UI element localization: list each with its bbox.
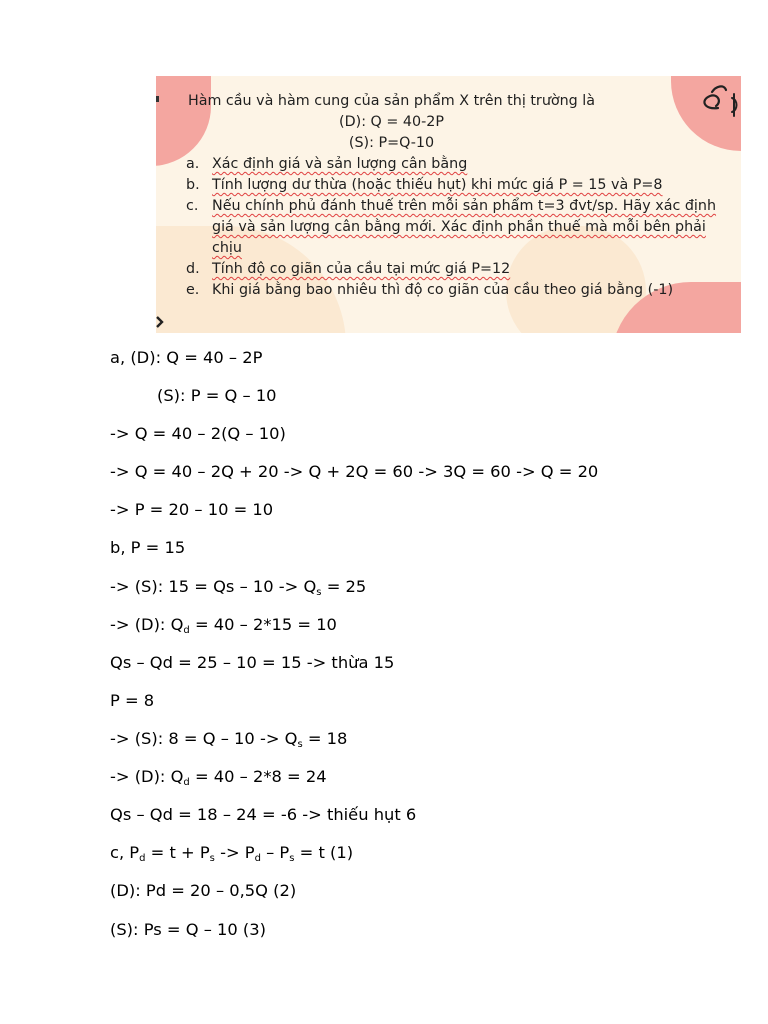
subscript: d [139, 853, 146, 864]
question-text: Nếu chính phủ đánh thuế trên mỗi sản phẩm t=3 đvt/sp. Hãy xác định giá và sản lượng cân bằng mới. Xác định phần thuế mà mỗi bên phải chịu [212, 198, 717, 256]
question-marker: c. [186, 198, 199, 214]
question-text: Xác định giá và sản lượng cân bằng [212, 156, 468, 172]
question-item [156, 196, 741, 259]
solution-line: -> Q = 40 – 2Q + 20 -> Q + 2Q = 60 -> 3Q = 60 -> Q = 20 [110, 462, 599, 481]
question-text: Khi giá bằng bao nhiêu thì độ co giãn của cầu theo giá bằng (-1) [212, 282, 674, 298]
solution-line: a, (D): Q = 40 – 2P [110, 348, 263, 367]
equation-text: = 18 [302, 729, 348, 748]
equation-text: -> (S): 8 = Q – 10 -> Q [110, 729, 298, 748]
solution-line: b, P = 15 [110, 538, 186, 557]
solution-line [110, 577, 366, 597]
solution-line [110, 729, 347, 749]
equation-text: = 40 – 2*8 = 24 [189, 767, 327, 786]
subscript: d [254, 853, 261, 864]
subscript: s [297, 739, 303, 750]
subscript: s [289, 853, 295, 864]
solution-line: (S): P = Q – 10 [157, 386, 277, 405]
solution-line: -> Q = 40 – 2(Q – 10) [110, 424, 286, 443]
solution-line: Qs – Qd = 25 – 10 = 15 -> thừa 15 [110, 653, 395, 672]
question-marker: e. [186, 282, 200, 298]
problem-title: Hàm cầu và hàm cung của sản phẩm X trên thị trường là [187, 93, 596, 109]
solution-line: (D): Pd = 20 – 0,5Q (2) [110, 881, 297, 900]
problem-questions [156, 154, 741, 301]
question-marker: b. [186, 177, 200, 193]
question-text: Tính độ co giãn của cầu tại mức giá P=12 [212, 261, 511, 277]
problem-image [156, 76, 741, 333]
equation-text: -> (D): Q [110, 615, 184, 634]
equation-text: -> (S): 15 = Qs – 10 -> Q [110, 577, 317, 596]
solution-line: (S): Ps = Q – 10 (3) [110, 920, 266, 939]
demand-function: (D): Q = 40-2P [339, 114, 444, 130]
solution-line [110, 767, 327, 787]
subscript: s [316, 587, 322, 598]
question-item [156, 175, 741, 196]
subscript: d [183, 777, 190, 788]
question-marker: d. [186, 261, 200, 277]
question-item [156, 259, 741, 280]
solution-line: P = 8 [110, 691, 155, 710]
question-item [156, 280, 741, 301]
equation-text: -> P [214, 843, 255, 862]
solution-line [110, 615, 337, 635]
question-text: Tính lượng dư thừa (hoặc thiếu hụt) khi mức giá P = 15 và P=8 [212, 177, 663, 193]
problem-text [156, 91, 741, 301]
solution-line: Qs – Qd = 18 – 24 = -6 -> thiếu hụt 6 [110, 805, 417, 824]
subscript: d [183, 625, 190, 636]
supply-function: (S): P=Q-10 [348, 135, 435, 151]
solution-line: -> P = 20 – 10 = 10 [110, 500, 274, 519]
equation-text: = t (1) [294, 843, 354, 862]
question-item [156, 154, 741, 175]
equation-text: = t + P [145, 843, 210, 862]
question-marker: a. [186, 156, 200, 172]
chevron-right-icon [156, 316, 164, 328]
equation-text: = 40 – 2*15 = 10 [189, 615, 337, 634]
equation-text: – P [260, 843, 290, 862]
subscript: s [209, 853, 215, 864]
equation-text: -> (D): Q [110, 767, 184, 786]
solution-line [110, 843, 353, 863]
equation-text: = 25 [321, 577, 367, 596]
equation-text: c, P [110, 843, 140, 862]
